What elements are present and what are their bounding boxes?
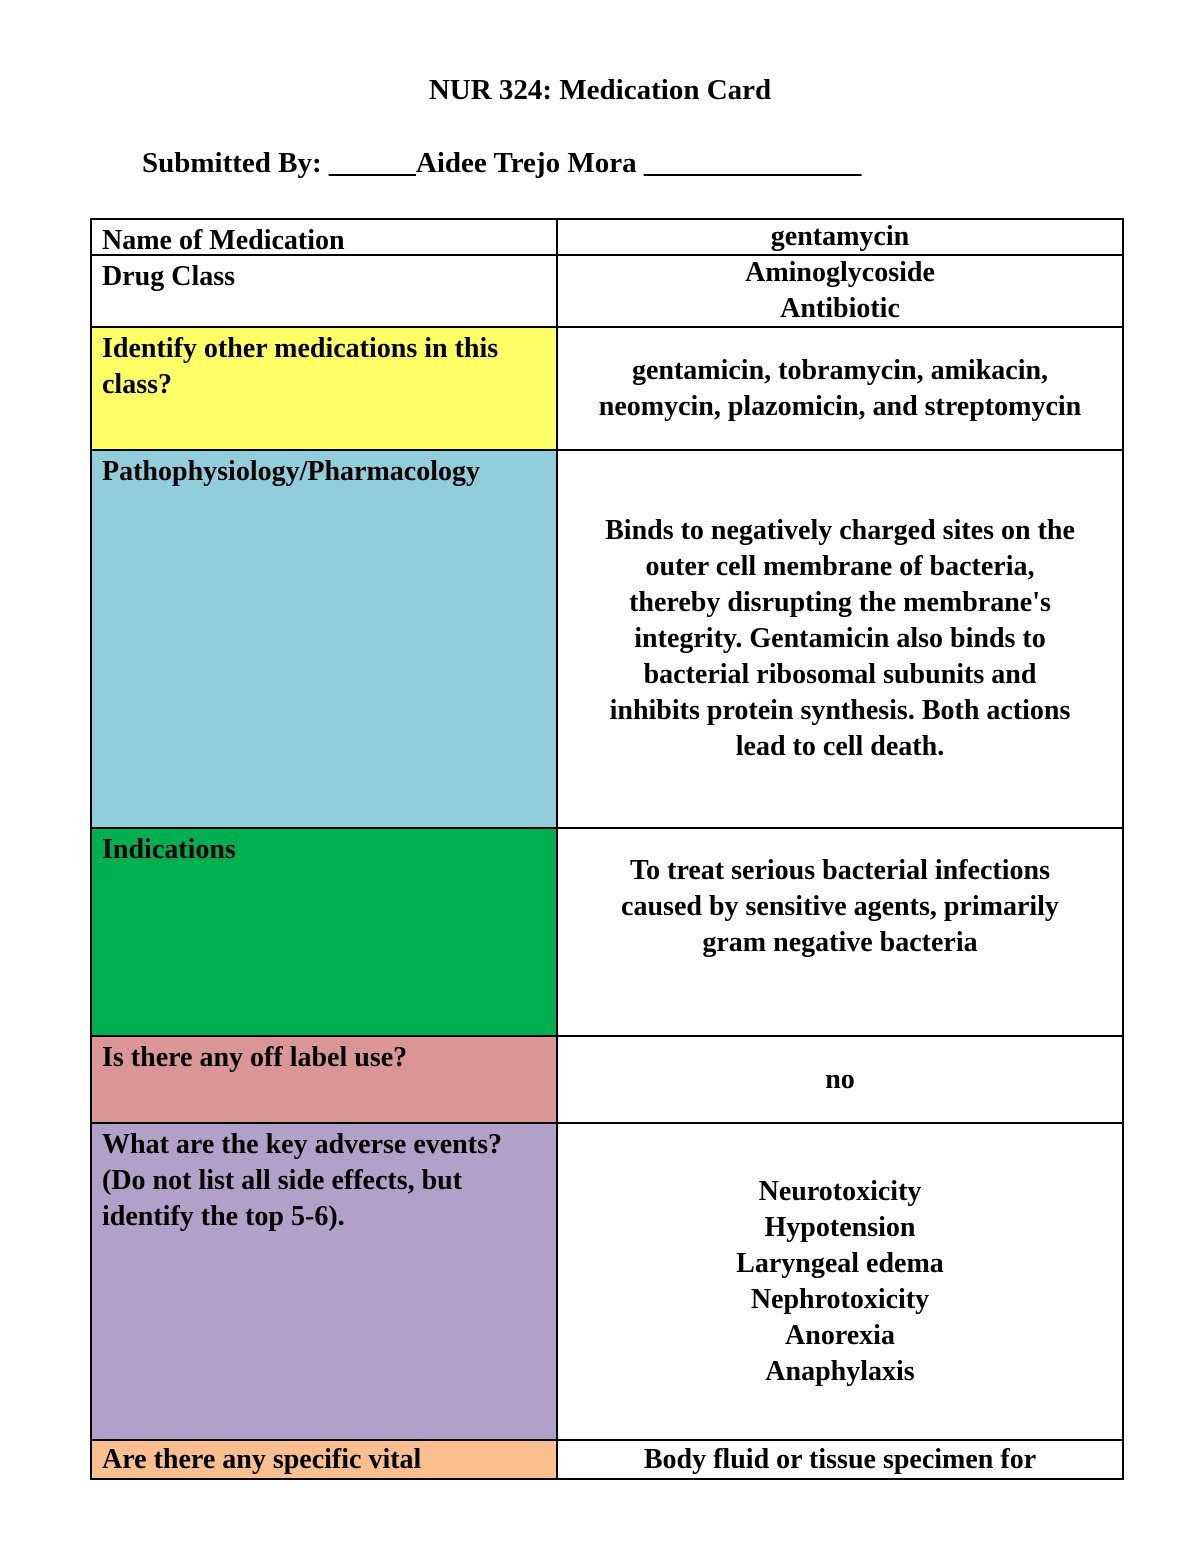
value-line: Nephrotoxicity — [750, 1283, 930, 1315]
label-cell: Pathophysiology/Pharmacology — [90, 451, 558, 829]
blank-line-prefix: ______ — [328, 147, 416, 179]
blank-line-suffix: _______________ — [643, 147, 862, 179]
value-cell — [558, 1124, 1124, 1441]
label-cell: Name of Medication — [90, 218, 558, 256]
row-name-of-medication — [90, 218, 1124, 256]
row-vital-signs — [90, 1441, 1124, 1480]
submitter-name: Aidee Trejo Mora — [415, 147, 637, 179]
submitted-label: Submitted By: — [142, 147, 322, 179]
submitted-by-line — [142, 143, 861, 183]
label-cell: Identify other medications in this class? — [90, 328, 558, 451]
value-cell — [558, 451, 1124, 829]
value-line: gentamicin, tobramycin, amikacin, — [631, 354, 1049, 386]
row-pathophysiology — [90, 451, 1124, 829]
page-title: NUR 324: Medication Card — [428, 74, 772, 106]
value-line: bacterial ribosomal subunits and — [643, 659, 1037, 690]
value-cell — [558, 829, 1124, 1037]
value-cell — [558, 256, 1124, 328]
value-line: integrity. Gentamicin also binds to — [634, 623, 1046, 654]
row-indications — [90, 829, 1124, 1037]
value-line: gentamycin — [770, 221, 910, 252]
label-cell: Is there any off label use? — [90, 1037, 558, 1124]
row-other-medications — [90, 328, 1124, 451]
value-line: Body fluid or tissue specimen for — [643, 1444, 1037, 1475]
value-line: outer cell membrane of bacteria, — [645, 551, 1035, 582]
value-cell — [558, 1441, 1124, 1480]
value-line: Neurotoxicity — [758, 1175, 922, 1207]
row-off-label-use — [90, 1037, 1124, 1124]
value-line: Aminoglycoside — [745, 257, 935, 288]
row-adverse-events — [90, 1124, 1124, 1441]
value-line: gram negative bacteria — [702, 927, 978, 958]
label-cell: Are there any specific vital — [90, 1441, 558, 1480]
row-drug-class — [90, 256, 1124, 328]
value-line: inhibits protein synthesis. Both actions — [609, 695, 1071, 726]
label-cell: What are the key adverse events? (Do not list all side effects, but identify the top 5-6). — [90, 1124, 558, 1441]
value-line: no — [825, 1063, 855, 1095]
medication-card-table — [90, 218, 1124, 1480]
value-line: Hypotension — [764, 1211, 916, 1243]
value-line: To treat serious bacterial infections — [630, 855, 1050, 886]
value-cell — [558, 218, 1124, 256]
value-line: Binds to negatively charged sites on the — [605, 515, 1075, 546]
label-cell: Indications — [90, 829, 558, 1037]
value-line: neomycin, plazomicin, and streptomycin — [598, 390, 1082, 422]
value-line: Anorexia — [785, 1319, 895, 1351]
value-cell — [558, 1037, 1124, 1124]
value-line: caused by sensitive agents, primarily — [621, 891, 1059, 922]
label-cell: Drug Class — [90, 256, 558, 328]
value-line: Anaphylaxis — [765, 1355, 915, 1387]
value-line: lead to cell death. — [735, 731, 945, 762]
value-line: Antibiotic — [780, 293, 900, 324]
value-line: thereby disrupting the membrane's — [629, 587, 1051, 618]
value-line: Laryngeal edema — [736, 1247, 944, 1279]
value-cell — [558, 328, 1124, 451]
